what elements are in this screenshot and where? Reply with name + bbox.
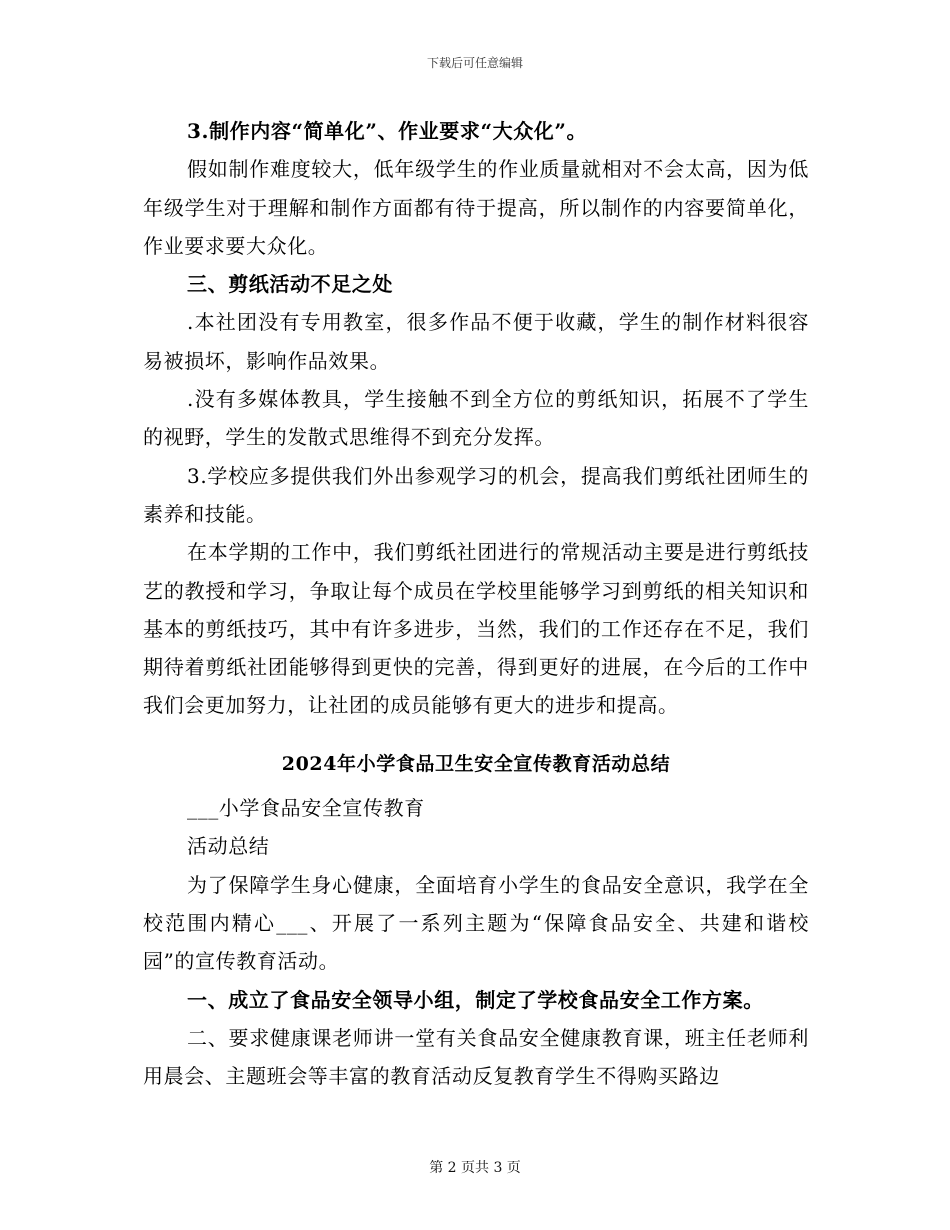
document-title: 2024年小学食品卫生安全宣传教育活动总结 [281, 752, 671, 775]
page-header: 下载后可任意编辑 [426, 56, 523, 70]
paragraph: 活动总结 [187, 834, 270, 859]
paragraph: .本社团没有专用教室，很多作品不便于收藏，学生的制作材料很容易被损坏，影响作品效果。 [143, 310, 809, 373]
page-footer: 第 2 页共 3 页 [429, 1160, 521, 1176]
paragraph: .没有多媒体教具，学生接触不到全方位的剪纸知识，拓展不了学生的视野，学生的发散式思维得不到充分发挥。 [143, 387, 809, 450]
document-body [143, 112, 809, 1095]
paragraph: 3.学校应多提供我们外出参观学习的机会，提高我们剪纸社团师生的素养和技能。 [143, 463, 809, 526]
paragraph: 在本学期的工作中，我们剪纸社团进行的常规活动主要是进行剪纸技艺的教授和学习，争取让每个成员在学校里能够学习到剪纸的相关知识和基本的剪纸技巧，其中有许多进步，当然，我们的工作还存在不足，我们期待着剪纸社团能够得到更快的完善，得到更好的进展，在今后的工作中我们会更加努力，让社团的成员能够有更大的进步和提高。 [143, 540, 809, 718]
section-heading-1: 一、成立了食品安全领导小组，制定了学校食品安全工作方案。 [187, 987, 764, 1012]
section-heading-3: 三、剪纸活动不足之处 [187, 272, 393, 297]
paragraph: ___小学食品安全宣传教育 [187, 796, 425, 821]
paragraph: 二、要求健康课老师讲一堂有关食品安全健康教育课，班主任老师利用晨会、主题班会等丰富的教育活动反复教育学生不得购买路边 [143, 1025, 809, 1089]
subheading-3: 3.制作内容“简单化”、作业要求“大众化”。 [187, 119, 588, 143]
paragraph: 为了保障学生身心健康，全面培育小学生的食品安全意识，我学在全校范围内精心___、开展了一系列主题为“保障食品安全、共建和谐校园”的宣传教育活动。 [143, 872, 809, 974]
paragraph: 假如制作难度较大，低年级学生的作业质量就相对不会太高，因为低年级学生对于理解和制作方面都有待于提高，所以制作的内容要简单化，作业要求要大众化。 [143, 157, 809, 258]
